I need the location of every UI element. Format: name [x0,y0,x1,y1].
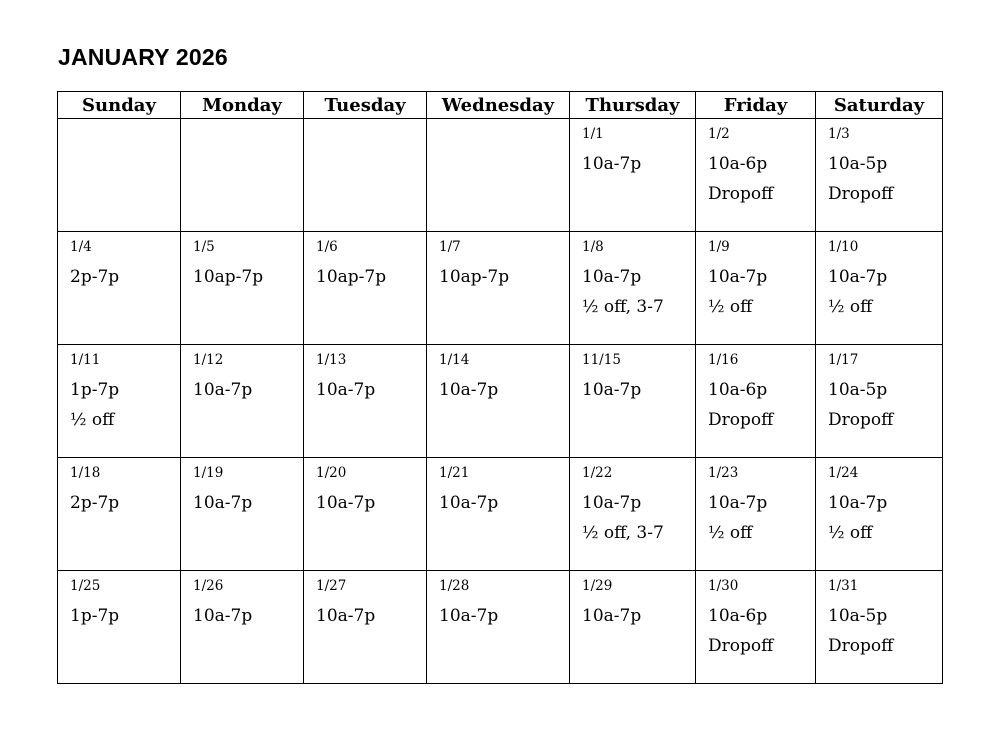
day-note: Dropoff [708,410,774,430]
day-note: ½ off [708,523,753,543]
day-hours: 10a-7p [439,380,499,400]
day-date: 1/28 [439,578,470,594]
day-note: ½ off [828,297,873,317]
day-hours: 2p-7p [70,267,120,287]
day-cell [696,232,816,345]
day-cell [58,458,181,571]
day-hours: 10a-7p [316,493,376,513]
day-date: 1/30 [708,578,739,594]
day-cell [696,119,816,232]
day-date: 1/9 [708,239,730,255]
day-hours: 10a-7p [316,380,376,400]
day-hours: 10a-7p [582,154,642,174]
day-hours: 10a-7p [708,267,768,287]
day-date: 11/15 [582,352,621,368]
day-hours: 10a-7p [582,380,642,400]
day-date: 1/22 [582,465,613,481]
day-cell [696,571,816,684]
day-cell [696,458,816,571]
day-date: 1/6 [316,239,338,255]
day-date: 1/11 [70,352,101,368]
day-cell [816,458,943,571]
calendar-grid [57,91,943,684]
day-date: 1/23 [708,465,739,481]
weekday-header: Tuesday [304,92,427,119]
day-date: 1/20 [316,465,347,481]
empty-day-cell [304,119,427,232]
day-date: 1/25 [70,578,101,594]
day-hours: 10a-7p [439,606,499,626]
day-note: Dropoff [828,636,894,656]
day-cell [696,345,816,458]
day-date: 1/29 [582,578,613,594]
day-date: 1/5 [193,239,215,255]
day-date: 1/1 [582,126,604,142]
day-cell [816,571,943,684]
day-date: 1/18 [70,465,101,481]
calendar-title: JANUARY 2026 [58,44,228,70]
day-cell [304,345,427,458]
day-cell [58,571,181,684]
empty-day-cell [427,119,570,232]
day-hours: 10ap-7p [316,267,387,287]
weekday-header: Thursday [570,92,696,119]
day-date: 1/14 [439,352,470,368]
day-cell [181,458,304,571]
day-note: Dropoff [708,184,774,204]
week-row [58,119,943,232]
day-hours: 10a-7p [439,493,499,513]
day-hours: 10a-7p [708,493,768,513]
day-cell [427,458,570,571]
weekday-header: Friday [696,92,816,119]
day-hours: 10a-6p [708,606,768,626]
day-cell [427,345,570,458]
day-hours: 10a-7p [582,493,642,513]
weekday-header: Sunday [58,92,181,119]
day-hours: 2p-7p [70,493,120,513]
day-date: 1/2 [708,126,730,142]
day-date: 1/3 [828,126,850,142]
day-date: 1/13 [316,352,347,368]
day-date: 1/16 [708,352,739,368]
day-cell [570,458,696,571]
day-cell [816,232,943,345]
day-hours: 10a-6p [708,380,768,400]
day-date: 1/26 [193,578,224,594]
empty-day-cell [58,119,181,232]
day-cell [816,119,943,232]
day-note: ½ off, 3-7 [582,523,664,543]
day-hours: 10a-7p [193,380,253,400]
week-row [58,458,943,571]
day-hours: 10a-7p [316,606,376,626]
day-hours: 10a-5p [828,154,888,174]
day-cell [427,571,570,684]
day-hours: 10a-7p [828,493,888,513]
week-row [58,571,943,684]
day-note: Dropoff [828,410,894,430]
day-date: 1/10 [828,239,859,255]
day-hours: 10a-5p [828,380,888,400]
day-hours: 10a-7p [828,267,888,287]
day-date: 1/17 [828,352,859,368]
day-cell [304,232,427,345]
day-date: 1/27 [316,578,347,594]
day-cell [181,571,304,684]
weekday-header: Saturday [816,92,943,119]
week-row [58,345,943,458]
week-row [58,232,943,345]
day-cell [570,571,696,684]
day-cell [570,232,696,345]
day-hours: 1p-7p [70,606,120,626]
day-hours: 10a-5p [828,606,888,626]
day-hours: 10a-7p [193,606,253,626]
empty-day-cell [181,119,304,232]
day-date: 1/8 [582,239,604,255]
day-cell [181,232,304,345]
day-date: 1/24 [828,465,859,481]
day-note: ½ off, 3-7 [582,297,664,317]
day-hours: 1p-7p [70,380,120,400]
day-note: Dropoff [828,184,894,204]
day-cell [304,571,427,684]
day-date: 1/4 [70,239,92,255]
day-note: ½ off [828,523,873,543]
day-cell [570,119,696,232]
day-hours: 10a-7p [193,493,253,513]
day-date: 1/7 [439,239,461,255]
day-cell [181,345,304,458]
day-note: ½ off [70,410,115,430]
day-hours: 10ap-7p [439,267,510,287]
day-cell [570,345,696,458]
day-cell [58,232,181,345]
day-cell [816,345,943,458]
day-date: 1/12 [193,352,224,368]
weekday-header: Monday [181,92,304,119]
day-date: 1/21 [439,465,470,481]
day-hours: 10a-6p [708,154,768,174]
day-note: ½ off [708,297,753,317]
weekday-header: Wednesday [427,92,570,119]
day-cell [58,345,181,458]
day-hours: 10ap-7p [193,267,264,287]
day-cell [304,458,427,571]
weekday-header-row [58,92,943,119]
day-note: Dropoff [708,636,774,656]
day-hours: 10a-7p [582,606,642,626]
day-date: 1/31 [828,578,859,594]
day-hours: 10a-7p [582,267,642,287]
day-date: 1/19 [193,465,224,481]
day-cell [427,232,570,345]
